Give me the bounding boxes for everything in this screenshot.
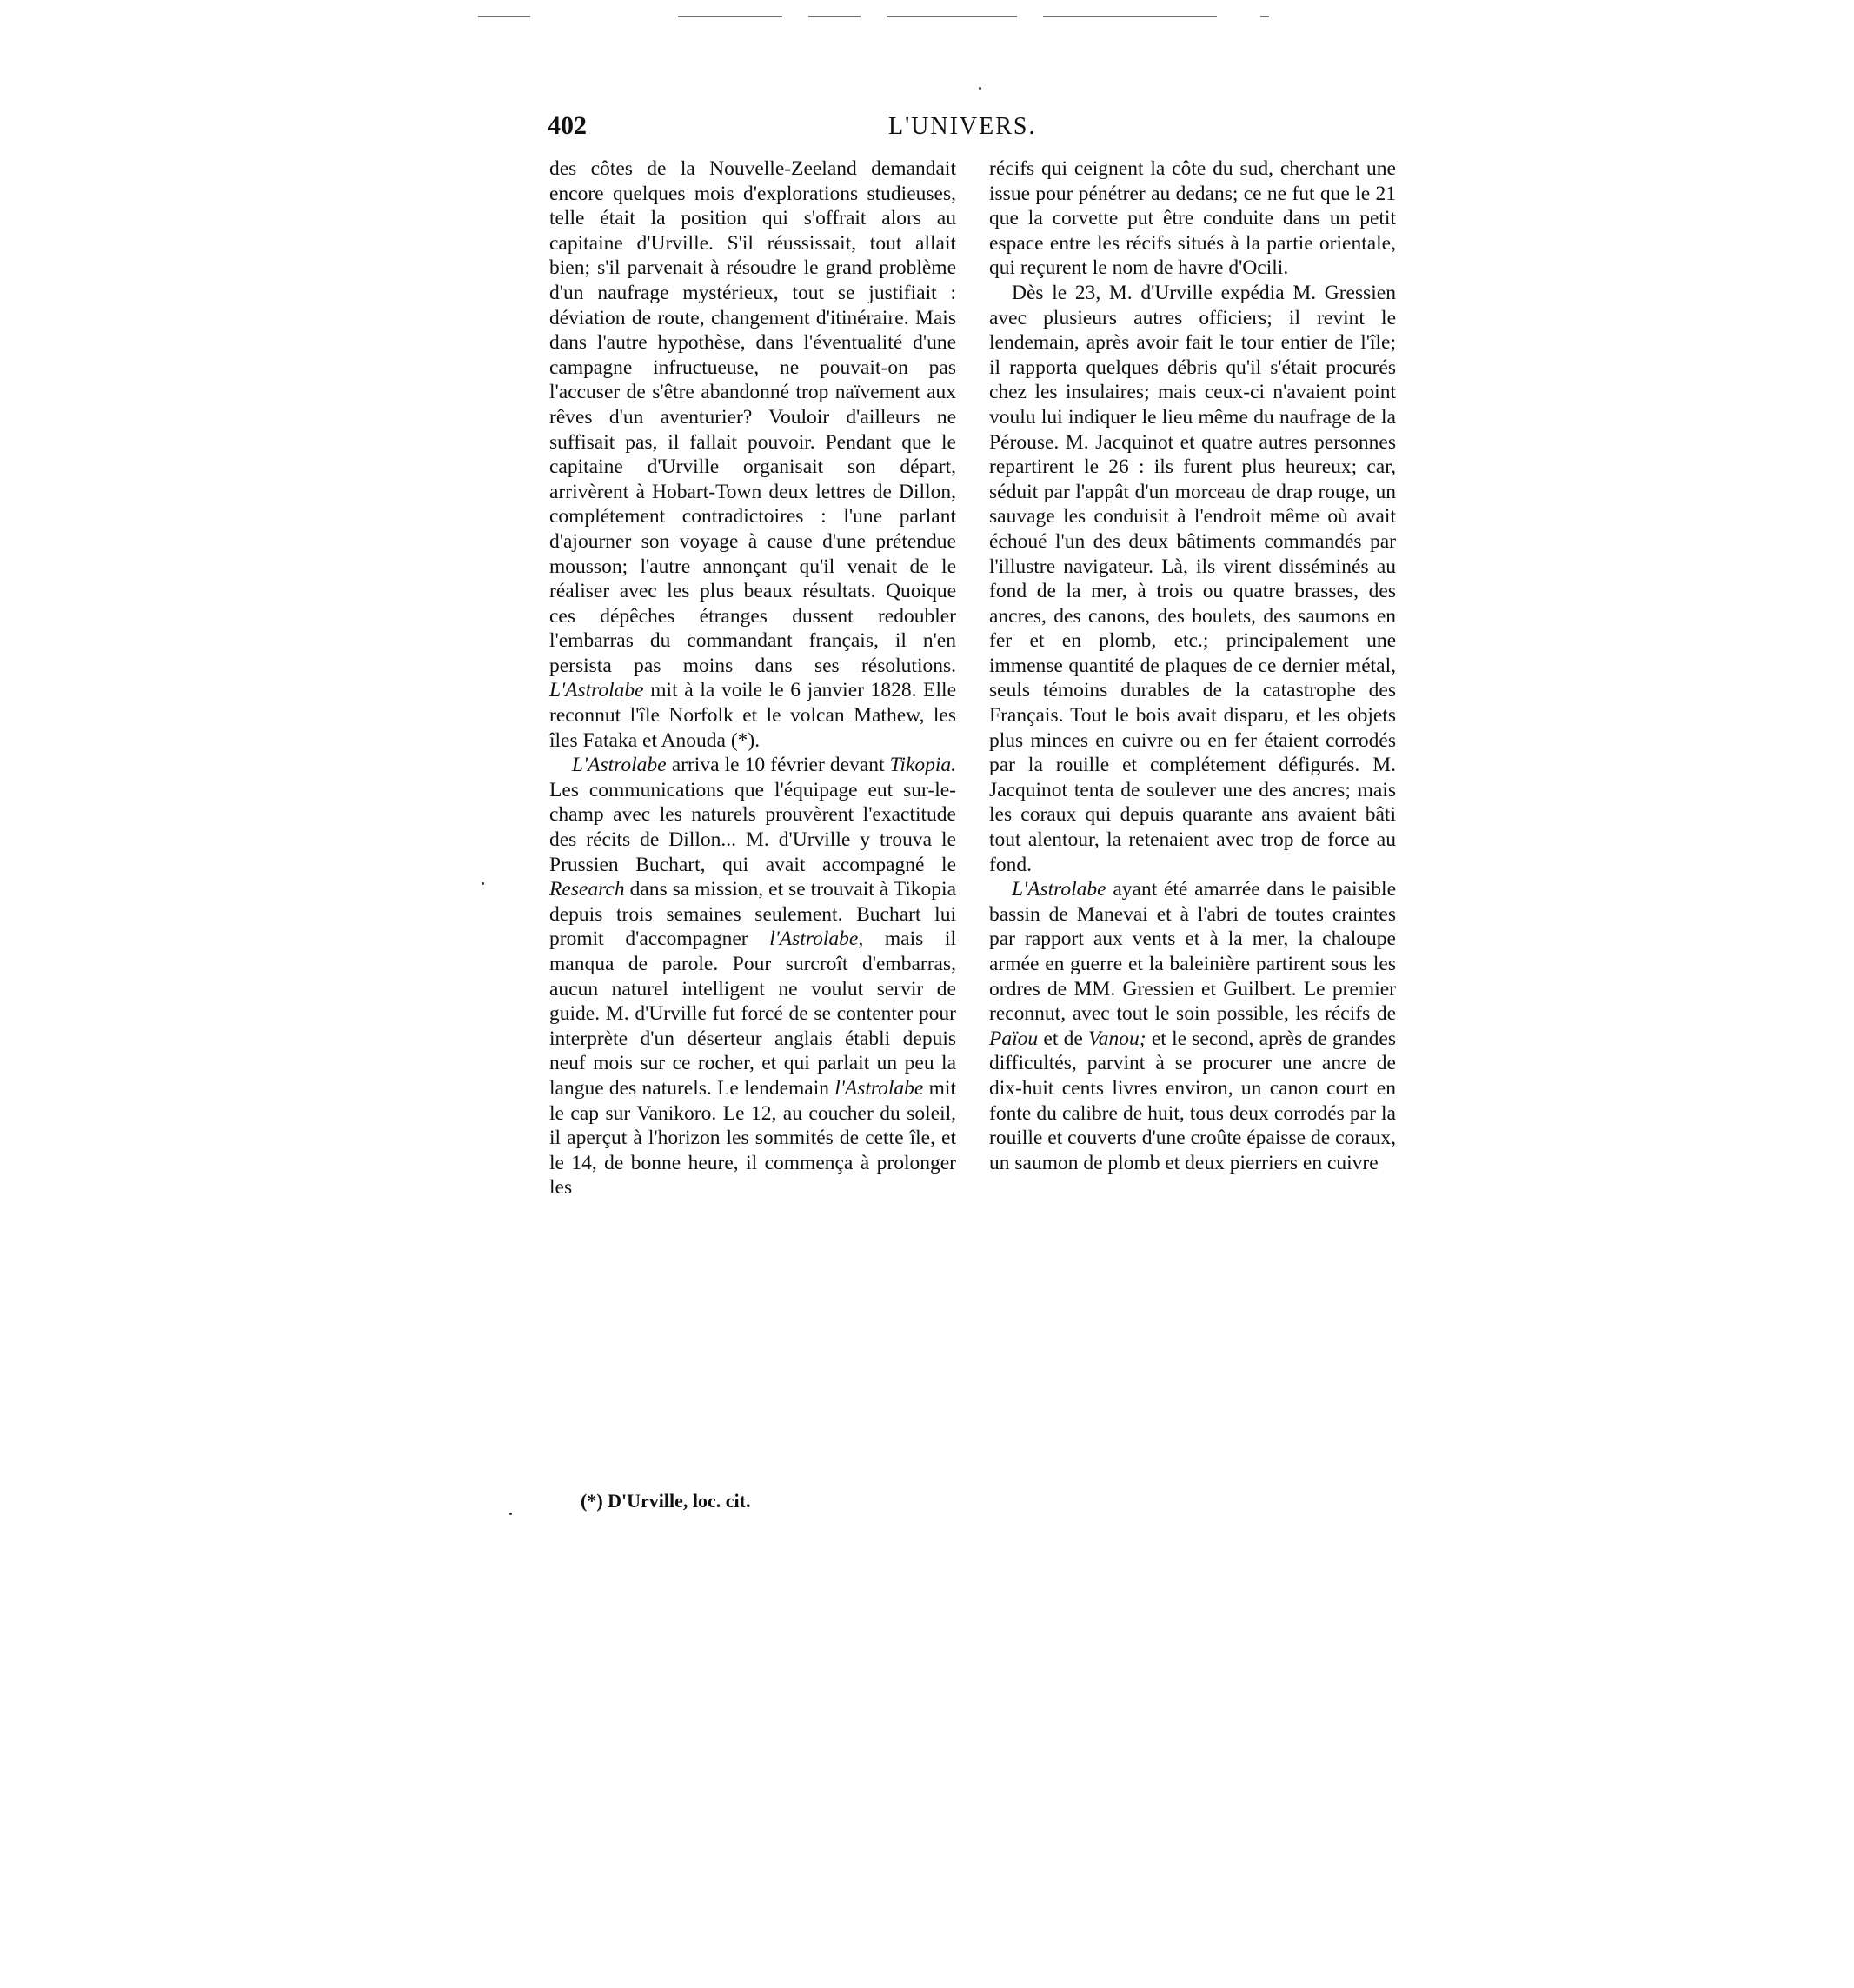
scan-speck [979,87,981,90]
ship-name: l'Astrolabe, [769,928,864,951]
page-number: 402 [548,111,587,140]
page-header [548,111,1060,146]
ship-name: L'Astrolabe [1012,878,1106,901]
scan-border-artifacts [478,16,1278,21]
running-title: L'UNIVERS. [888,113,1037,140]
right-column [989,156,1396,1175]
ship-name: Research [549,878,625,901]
paragraph: L'Astrolabe ayant été amarrée dans le paisible bassin de Manevai et à l'abri de toutes craintes par rapport aux vents et à la mer, la chaloupe armée en guerre et la baleinière partirent sous les ordres de MM. Gressien et Guilbert. Le premier reconnut, avec tout le soin possible, les récifs de Païou et de Vanou; et le second, après de grandes difficultés, parvint à se procurer une ancre de dix-huit cents livres environ, un canon court en fonte du calibre de huit, tous deux corrodés par la rouille et couverts d'une croûte épaisse de coraux, un saumon de plomb et deux pierriers en cuivre [989,878,1397,1174]
ship-name: L'Astrolabe [549,679,644,702]
paragraph: Dès le 23, M. d'Urville expédia M. Gressien avec plusieurs autres officiers; il revint le lendemain, après avoir fait le tour entier de l'île; il rapporta quelques débris qu'il s'était procurés chez les insulaires; mais ceux-ci n'avaient point voulu lui indiquer le lieu même du naufrage de la Pérouse. M. Jacquinot et quatre autres personnes repartirent le 26 : ils furent plus heureux; car, séduit par l'appât d'un morceau de drap rouge, un sauvage les conduisit à l'endroit même où avait échoué l'un des deux bâtiments commandés par l'illustre navigateur. Là, ils virent disséminés au fond de la mer, à trois ou quatre brasses, des ancres, des canons, des boulets, des saumons en fer et en plomb, etc.; principalement une immense quantité de plaques de ce dernier métal, seuls témoins durables de la catastrophe des Français. Tout le bois avait disparu, et les objets plus minces en cuivre ou en fer étaient corrodés par la rouille et complétement défigurés. M. Jacquinot tenta de soulever une des ancres; mais les coraux qui depuis quarante ans avaient bâti tout alentour, la retenaient avec trop de force au fond. [989,281,1396,876]
scan-speck [482,882,484,885]
paragraph: L'Astrolabe arriva le 10 février devant Tikopia. Les communications que l'équipage eut sur-le-champ avec les naturels prouvèrent l'exactitude des récits de Dillon... M. d'Urville y trouva le Prussien Buchart, qui avait accompagné le Research dans sa mission, et se trouvait à Tikopia depuis trois semaines seulement. Buchart lui promit d'accompagner l'Astrolabe, mais il manqua de parole. Pour surcroît d'embarras, aucun naturel intelligent ne voulut servir de guide. M. d'Urville fut forcé de se contenter pour interprète d'un déserteur anglais établi depuis neuf mois sur ce rocher, et qui parlait un peu la langue des naturels. Le lendemain l'Astrolabe mit le cap sur Vanikoro. Le 12, au coucher du soleil, il aperçut à l'horizon les sommités de cette île, et le 14, de bonne heure, il commença à prolonger les [549,754,957,1200]
scan-speck [509,1513,512,1515]
ship-name: l'Astrolabe [834,1076,924,1100]
paragraph: des côtes de la Nouvelle-Zeeland demandait encore quelques mois d'explorations studieuses, telle était la position qui s'offrait alors au capitaine d'Urville. S'il réussissait, tout allait bien; s'il parvenait à résoudre le grand problème d'un naufrage mystérieux, tout se justifiait : déviation de route, changement d'itinéraire. Mais dans l'autre hypothèse, dans l'éventualité d'une campagne infructueuse, ne pouvait-on pas l'accuser de s'être abandonné trop naïvement aux rêves d'un aventurier? Vouloir d'ailleurs ne suffisait pas, il fallait pouvoir. Pendant que le capitaine d'Urville organisait son départ, arrivèrent à Hobart-Town deux lettres de Dillon, complétement contradictoires : l'une parlant d'ajourner son voyage à cause d'une prétendue mousson; l'autre annonçant qu'il venait de le réaliser avec les plus beaux résultats. Quoique ces dépêches étranges dussent redoubler l'embarras du commandant français, il n'en persista pas moins dans ses résolutions. L'Astrolabe mit à la voile le 6 janvier 1828. Elle reconnut l'île Norfolk et le volcan Mathew, les îles Fataka et Anouda (*). [549,157,957,752]
ship-name: L'Astrolabe [572,754,667,777]
left-column [549,156,956,1200]
paragraph: récifs qui ceignent la côte du sud, cherchant une issue pour pénétrer au dedans; ce ne fut que le 21 que la corvette put être conduite dans un petit espace entre les récifs situés à la partie orientale, qui reçurent le nom de havre d'Ocili. [989,157,1396,280]
place-name: Païou [989,1027,1039,1050]
place-name: Tikopia. [889,754,957,777]
footnote: (*) D'Urville, loc. cit. [581,1490,751,1512]
place-name: Vanou; [1088,1027,1146,1050]
